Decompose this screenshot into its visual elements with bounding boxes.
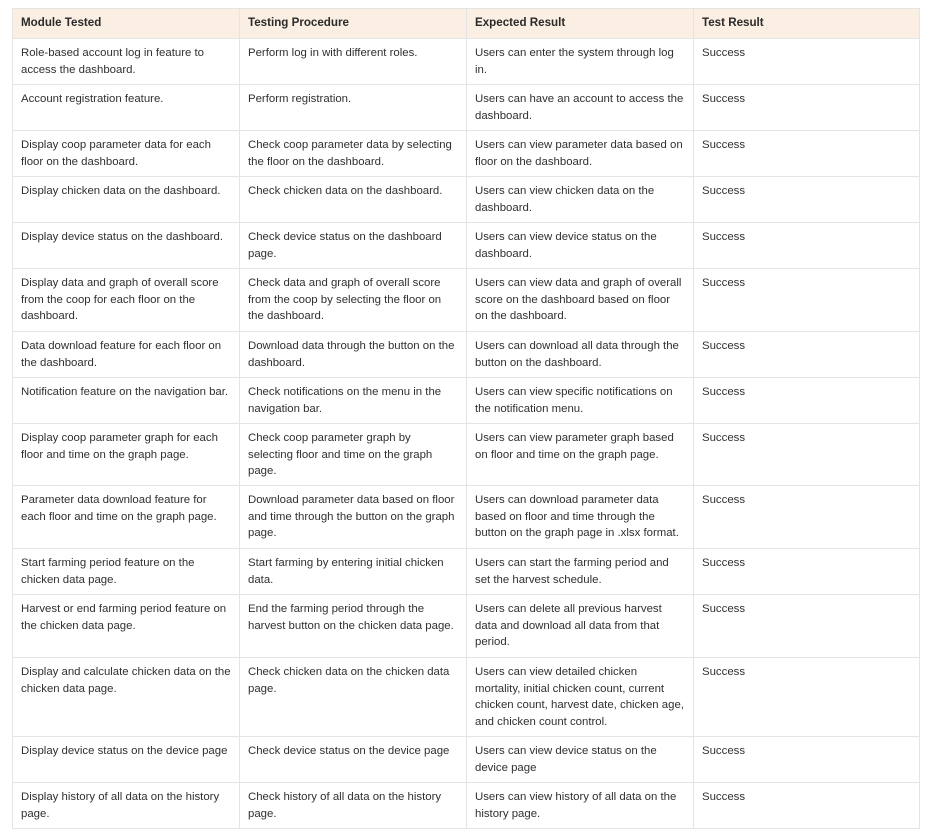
cell-module-tested: Display history of all data on the history page. [13,783,240,829]
cell-module-tested: Display device status on the device page [13,737,240,783]
cell-expected-result: Users can view data and graph of overall score on the dashboard based on floor on the dashboard. [467,269,694,332]
table-row [13,378,920,424]
cell-module-tested: Data download feature for each floor on the dashboard. [13,332,240,378]
cell-expected-result: Users can start the farming period and set the harvest schedule. [467,549,694,595]
cell-testing-procedure: Start farming by entering initial chicken data. [240,549,467,595]
cell-expected-result: Users can download parameter data based on floor and time through the button on the graph page in .xlsx format. [467,486,694,549]
cell-test-result: Success [694,39,920,85]
cell-test-result: Success [694,783,920,829]
cell-expected-result: Users can view specific notifications on the notification menu. [467,378,694,424]
cell-test-result: Success [694,131,920,177]
cell-test-result: Success [694,486,920,549]
cell-testing-procedure: Perform registration. [240,85,467,131]
table-row [13,177,920,223]
cell-module-tested: Start farming period feature on the chicken data page. [13,549,240,595]
table-row [13,783,920,829]
cell-test-result: Success [694,223,920,269]
cell-module-tested: Notification feature on the navigation bar. [13,378,240,424]
cell-module-tested: Harvest or end farming period feature on the chicken data page. [13,595,240,658]
cell-expected-result: Users can delete all previous harvest data and download all data from that period. [467,595,694,658]
table-row [13,39,920,85]
cell-testing-procedure: Check device status on the dashboard page. [240,223,467,269]
cell-testing-procedure: Perform log in with different roles. [240,39,467,85]
cell-module-tested: Parameter data download feature for each floor and time on the graph page. [13,486,240,549]
cell-test-result: Success [694,269,920,332]
cell-testing-procedure: Check chicken data on the chicken data page. [240,658,467,737]
cell-expected-result: Users can enter the system through log in. [467,39,694,85]
cell-expected-result: Users can view history of all data on the history page. [467,783,694,829]
table-row [13,131,920,177]
table-row [13,658,920,737]
cell-test-result: Success [694,424,920,486]
cell-expected-result: Users can view chicken data on the dashboard. [467,177,694,223]
cell-testing-procedure: Download parameter data based on floor and time through the button on the graph page. [240,486,467,549]
cell-module-tested: Role-based account log in feature to access the dashboard. [13,39,240,85]
cell-testing-procedure: Check device status on the device page [240,737,467,783]
cell-testing-procedure: Check coop parameter graph by selecting floor and time on the graph page. [240,424,467,486]
table-row [13,595,920,658]
header-module-tested: Module Tested [13,9,240,39]
cell-test-result: Success [694,549,920,595]
table-row [13,424,920,486]
table-row [13,549,920,595]
cell-expected-result: Users can view parameter data based on floor on the dashboard. [467,131,694,177]
table-body [13,39,920,829]
cell-module-tested: Display device status on the dashboard. [13,223,240,269]
test-results-table [12,8,920,829]
cell-test-result: Success [694,658,920,737]
cell-module-tested: Account registration feature. [13,85,240,131]
cell-testing-procedure: Check notifications on the menu in the navigation bar. [240,378,467,424]
cell-expected-result: Users can view device status on the dashboard. [467,223,694,269]
table-row [13,332,920,378]
cell-expected-result: Users can download all data through the button on the dashboard. [467,332,694,378]
cell-module-tested: Display data and graph of overall score from the coop for each floor on the dashboard. [13,269,240,332]
cell-test-result: Success [694,177,920,223]
cell-testing-procedure: Check coop parameter data by selecting the floor on the dashboard. [240,131,467,177]
cell-expected-result: Users can have an account to access the dashboard. [467,85,694,131]
table-row [13,486,920,549]
cell-test-result: Success [694,595,920,658]
table-row [13,223,920,269]
table-row [13,269,920,332]
cell-expected-result: Users can view detailed chicken mortality, initial chicken count, current chicken count, harvest date, chicken age, and chicken count control. [467,658,694,737]
header-expected-result: Expected Result [467,9,694,39]
cell-test-result: Success [694,332,920,378]
cell-expected-result: Users can view parameter graph based on floor and time on the graph page. [467,424,694,486]
cell-test-result: Success [694,85,920,131]
cell-testing-procedure: Download data through the button on the dashboard. [240,332,467,378]
table-header-row [13,9,920,39]
cell-expected-result: Users can view device status on the device page [467,737,694,783]
header-testing-procedure: Testing Procedure [240,9,467,39]
cell-testing-procedure: Check chicken data on the dashboard. [240,177,467,223]
cell-testing-procedure: Check data and graph of overall score from the coop by selecting the floor on the dashboard. [240,269,467,332]
header-test-result: Test Result [694,9,920,39]
cell-test-result: Success [694,737,920,783]
cell-test-result: Success [694,378,920,424]
cell-module-tested: Display and calculate chicken data on the chicken data page. [13,658,240,737]
table-row [13,85,920,131]
table-row [13,737,920,783]
cell-module-tested: Display coop parameter data for each floor on the dashboard. [13,131,240,177]
cell-module-tested: Display chicken data on the dashboard. [13,177,240,223]
cell-testing-procedure: End the farming period through the harvest button on the chicken data page. [240,595,467,658]
cell-module-tested: Display coop parameter graph for each floor and time on the graph page. [13,424,240,486]
test-results-table-container [12,8,919,829]
cell-testing-procedure: Check history of all data on the history page. [240,783,467,829]
